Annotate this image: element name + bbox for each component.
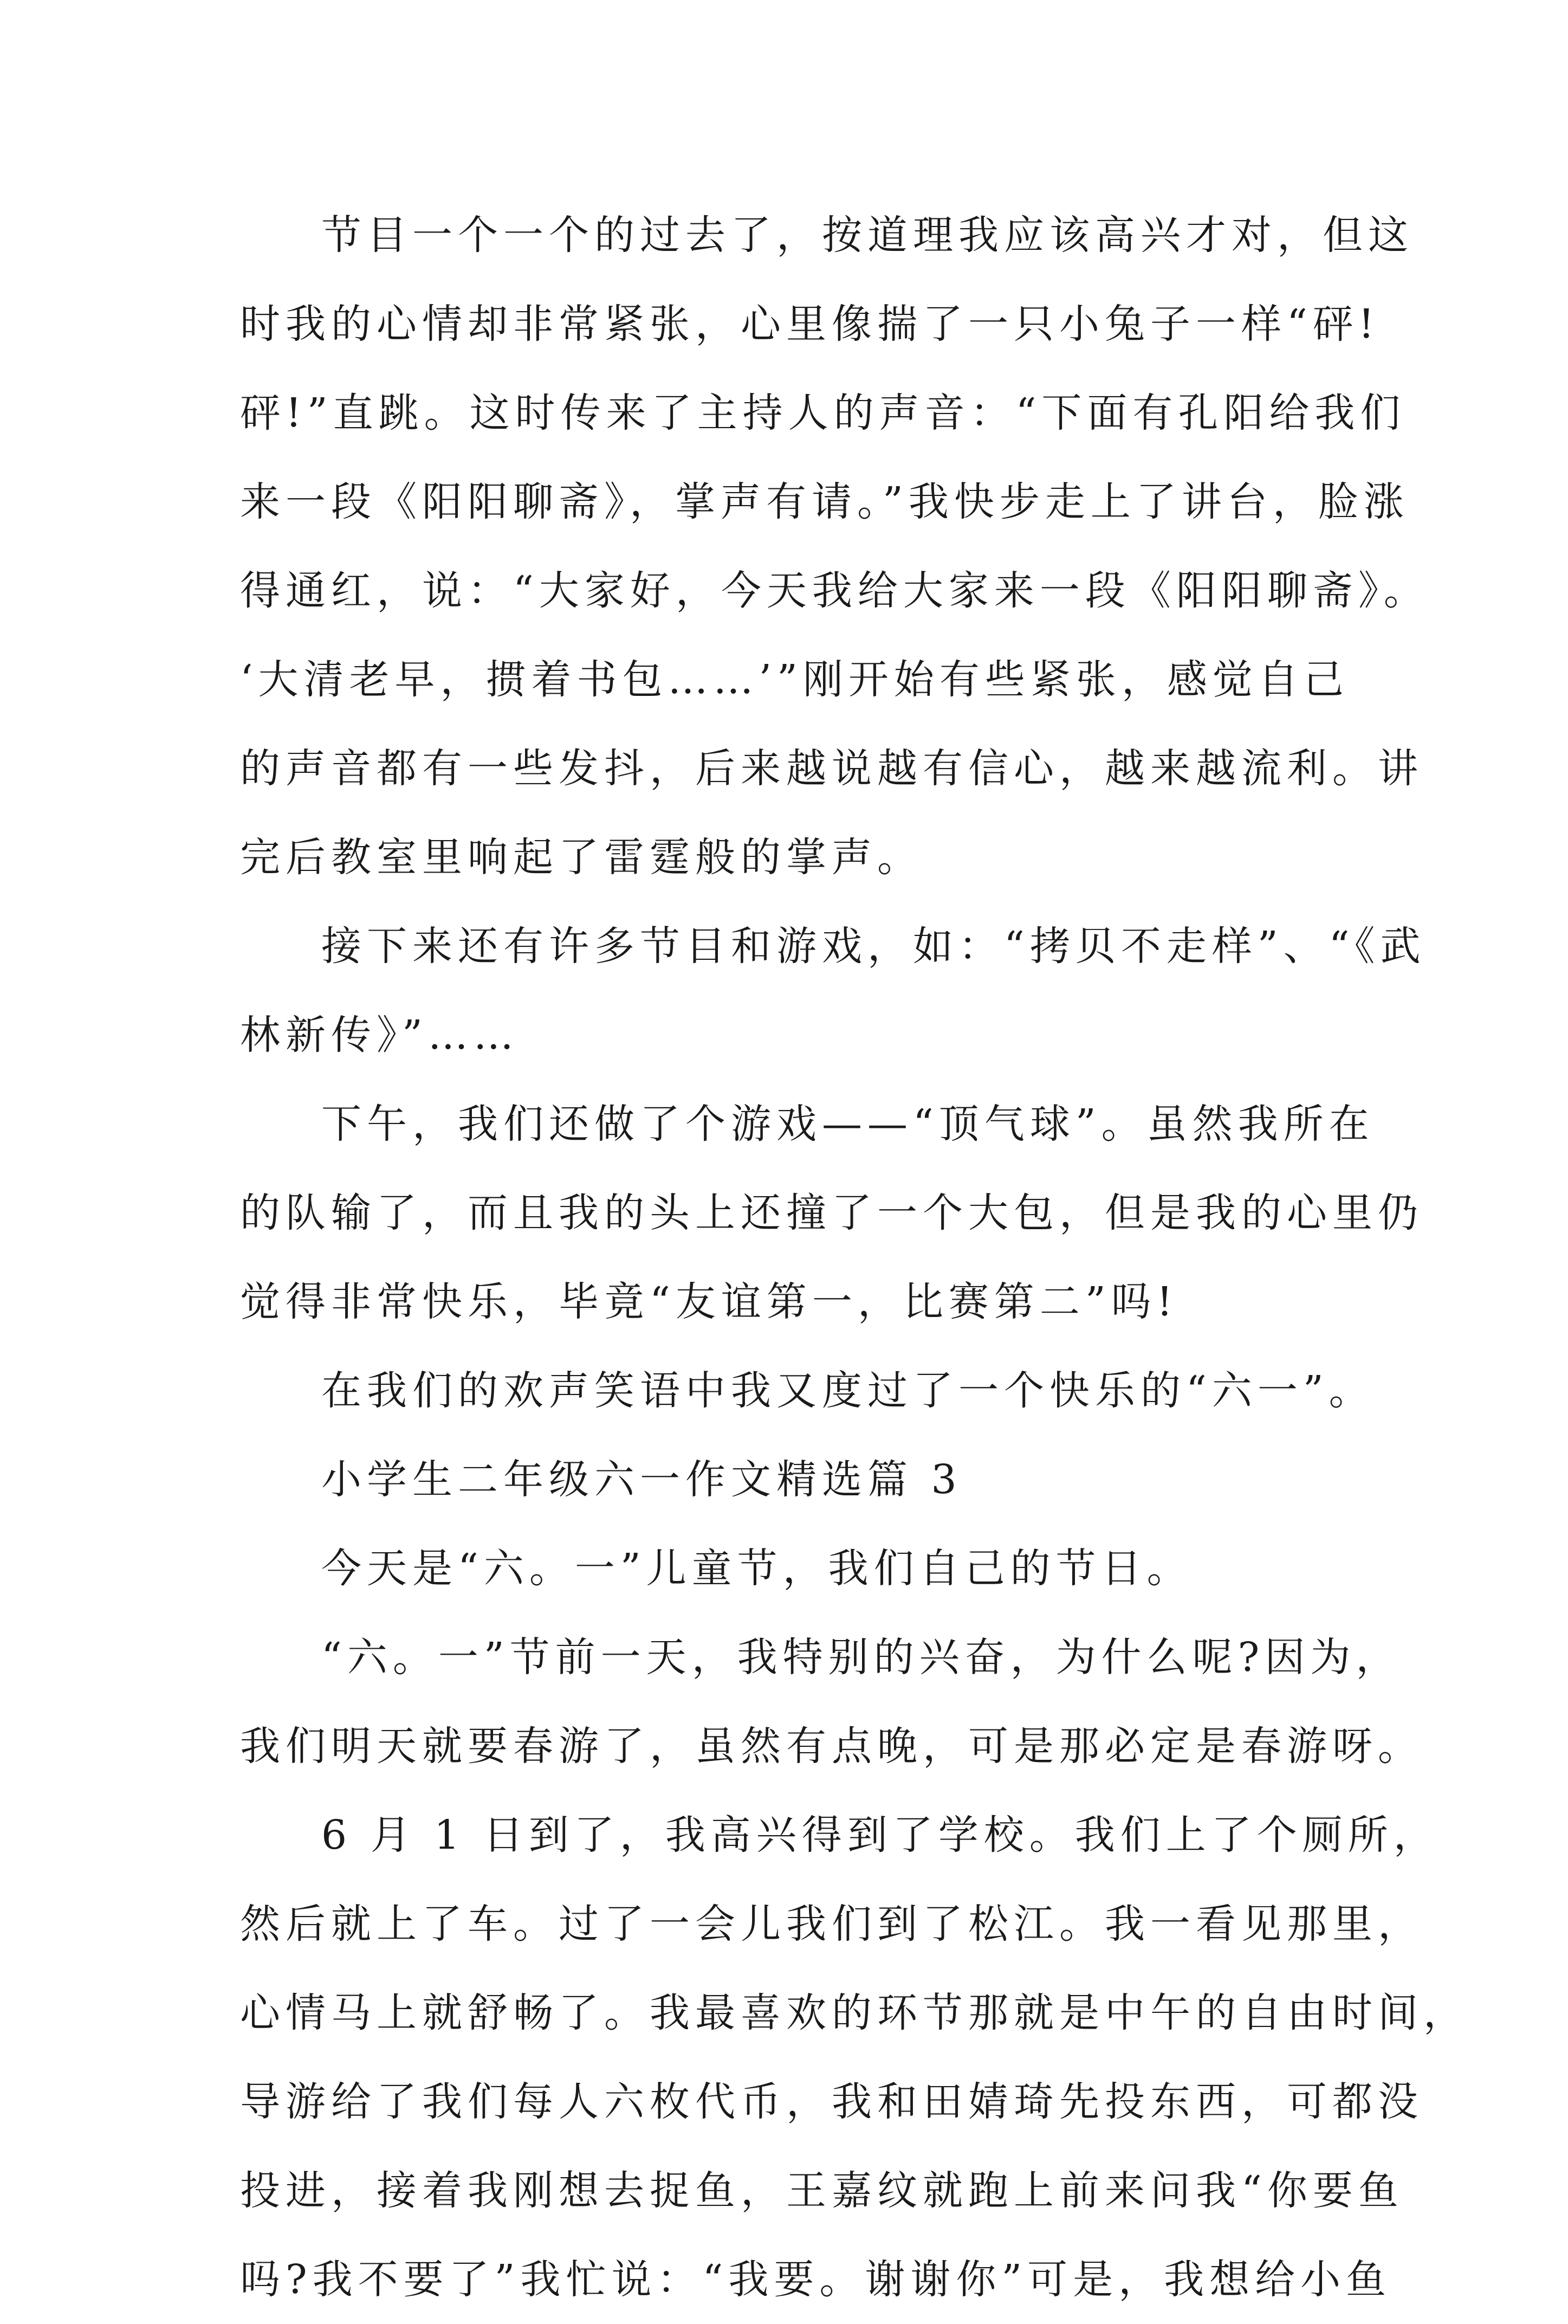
text-line: 节目一个一个的过去了，按道理我应该高兴才对，但这	[321, 212, 1414, 259]
text-line: 在我们的欢声笑语中我又度过了一个快乐的“六一”。	[321, 1367, 1375, 1414]
text-line: 砰!”直跳。这时传来了主持人的声音：“下面有孔阳给我们	[240, 390, 1406, 436]
text-line: 6 月 1 日到了，我高兴得到了学校。我们上了个厕所，	[321, 1812, 1439, 1858]
text-line: “六。一”节前一天，我特别的兴奋，为什么呢?因为，	[321, 1634, 1402, 1681]
text-line: 下午，我们还做了个游戏——“顶气球”。虽然我所在	[321, 1101, 1375, 1147]
text-line: 的声音都有一些发抖，后来越说越有信心，越来越流利。讲	[240, 745, 1423, 792]
text-line: 心情马上就舒畅了。我最喜欢的环节那就是中午的自由时间，	[240, 1990, 1469, 2036]
text-line: 投进，接着我刚想去捉鱼，王嘉纹就跑上前来问我“你要鱼	[240, 2167, 1404, 2214]
text-line: 今天是“六。一”儿童节，我们自己的节日。	[321, 1545, 1193, 1592]
text-line: 的队输了，而且我的头上还撞了一个大包，但是我的心里仍	[240, 1190, 1423, 1236]
text-line: ‘大清老早，掼着书包……’”刚开始有些紧张，感觉自己	[240, 656, 1349, 703]
essay-text	[240, 191, 1469, 2324]
text-line: 林新传》”……	[240, 1012, 519, 1058]
text-line: 吗?我不要了”我忙说：“我要。谢谢你”可是，我想给小鱼	[240, 2256, 1392, 2303]
text-line: 时我的心情却非常紧张，心里像揣了一只小兔子一样“砰!	[240, 301, 1380, 347]
section-heading: 小学生二年级六一作文精选篇 3	[321, 1456, 962, 1503]
text-line: 得通红，说：“大家好，今天我给大家来一段《阳阳聊斋》。	[240, 567, 1429, 614]
text-line: 来一段《阳阳聊斋》，掌声有请。”我快步走上了讲台，脸涨	[240, 479, 1409, 525]
text-line: 完后教室里响起了雷霆般的掌声。	[240, 834, 923, 881]
text-line: 导游给了我们每人六枚代币，我和田婧琦先投东西，可都没	[240, 2078, 1423, 2125]
text-line: 觉得非常快乐，毕竟“友谊第一，比赛第二”吗!	[240, 1279, 1178, 1325]
text-line: 我们明天就要春游了，虽然有点晚，可是那必定是春游呀。	[240, 1723, 1423, 1770]
text-line: 接下来还有许多节目和游戏，如：“拷贝不走样”、“《武	[321, 923, 1426, 970]
text-line: 然后就上了车。过了一会儿我们到了松江。我一看见那里，	[240, 1901, 1423, 1947]
